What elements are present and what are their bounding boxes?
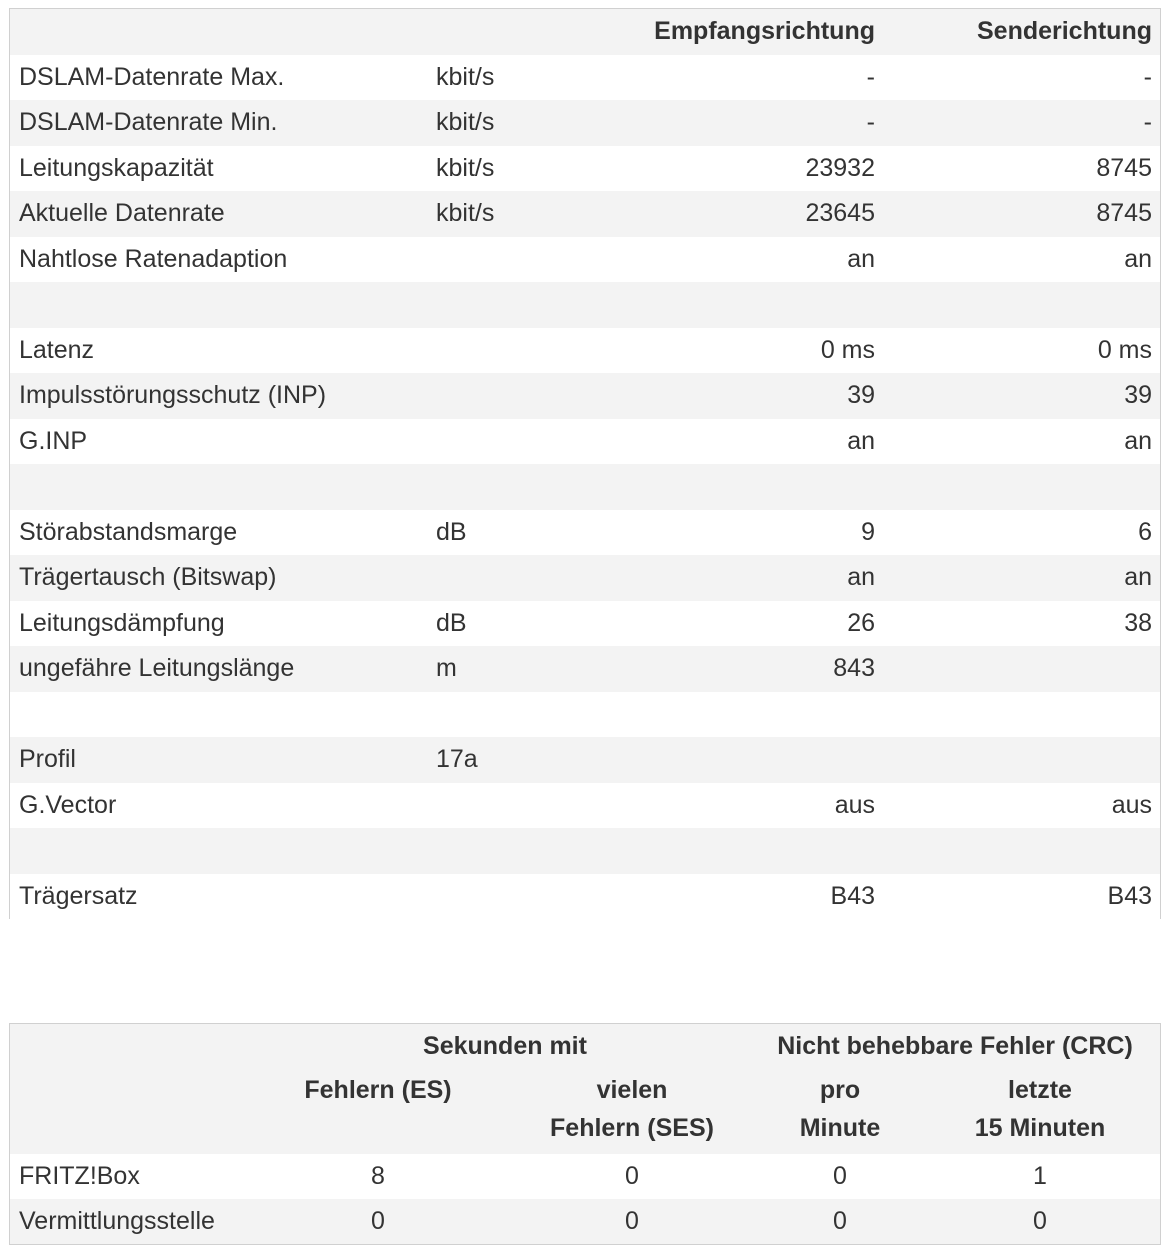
row-unit: dB (436, 608, 467, 637)
table-row (10, 373, 1160, 419)
spacer-row (10, 828, 1160, 874)
row-label: DSLAM-Datenrate Min. (19, 108, 278, 136)
col-header-ses-line1: vielen (596, 1076, 668, 1104)
row-label: Trägertausch (Bitswap) (19, 563, 277, 591)
table-row (10, 1154, 1160, 1199)
col-header-es: Fehlern (ES) (304, 1076, 452, 1104)
row-label: Störabstandsmarge (19, 517, 238, 546)
value-downstream: 843 (833, 654, 875, 682)
table-row (10, 601, 1160, 647)
value-downstream: 0 ms (820, 335, 875, 364)
table-row (10, 146, 1160, 192)
row-label: Aktuelle Datenrate (19, 199, 225, 227)
row-label: G.Vector (19, 790, 117, 819)
row-label: Latenz (19, 335, 95, 364)
value-upstream: 0 ms (1097, 335, 1152, 364)
cell-per-minute: 0 (833, 1162, 847, 1190)
cell-15min: 0 (1033, 1207, 1047, 1235)
table-row (10, 419, 1160, 465)
table-row (10, 1199, 1160, 1244)
value-upstream: 8745 (1096, 153, 1152, 182)
col-header-15min-line2: 15 Minuten (974, 1114, 1106, 1142)
value-downstream: an (847, 563, 875, 591)
value-upstream: 6 (1138, 517, 1152, 546)
dsl-line-table (9, 8, 1161, 919)
value-upstream: an (1124, 563, 1152, 591)
row-unit: dB (436, 517, 467, 546)
value-upstream: - (1143, 108, 1152, 136)
row-label: Nahtlose Ratenadaption (19, 244, 288, 273)
value-upstream: - (1143, 62, 1152, 91)
row-label-fritzbox: FRITZ!Box (19, 1162, 140, 1190)
error-stats-table (9, 1023, 1161, 1245)
table-row (10, 191, 1160, 237)
table-subheader-row (10, 1072, 1160, 1154)
col-header-per-minute-line2: Minute (799, 1114, 881, 1142)
value-downstream: an (847, 244, 875, 273)
row-label: Trägersatz (19, 881, 138, 910)
table-row (10, 328, 1160, 374)
value-downstream: 23932 (805, 153, 875, 182)
header-upstream: Senderichtung (976, 17, 1152, 45)
row-label-exchange: Vermittlungsstelle (19, 1207, 215, 1235)
value-upstream: 38 (1124, 608, 1152, 637)
value-downstream: 23645 (805, 199, 875, 227)
row-label: ungefähre Leitungslänge (19, 654, 295, 682)
value-upstream: an (1124, 244, 1152, 273)
row-unit: kbit/s (436, 62, 495, 91)
table-header-row (10, 1024, 1160, 1072)
cell-ses: 0 (625, 1207, 639, 1235)
col-header-15min-line1: letzte (1008, 1076, 1072, 1104)
col-header-ses-line2: Fehlern (SES) (550, 1114, 714, 1142)
group-header-crc: Nicht behebbare Fehler (CRC) (777, 1032, 1133, 1060)
table-row (10, 783, 1160, 829)
table-header-row (10, 9, 1160, 55)
table-row (10, 237, 1160, 283)
row-label: G.INP (19, 426, 88, 455)
table-row (10, 874, 1160, 920)
value-downstream: 26 (847, 608, 875, 637)
spacer-row (10, 282, 1160, 328)
value-downstream: - (866, 108, 875, 136)
value-upstream: an (1124, 426, 1152, 455)
cell-per-minute: 0 (833, 1207, 847, 1235)
group-header-seconds: Sekunden mit (423, 1032, 587, 1060)
value-downstream: B43 (830, 881, 875, 910)
value-upstream: B43 (1107, 881, 1152, 910)
row-unit: kbit/s (436, 108, 495, 136)
cell-es: 0 (371, 1207, 385, 1235)
cell-ses: 0 (625, 1162, 639, 1190)
table-row (10, 555, 1160, 601)
value-downstream: 9 (861, 517, 875, 546)
value-upstream: aus (1111, 790, 1152, 819)
table-row (10, 646, 1160, 692)
row-label: Profil (19, 745, 76, 773)
table-row (10, 55, 1160, 101)
row-unit: 17a (436, 745, 478, 773)
value-downstream: an (847, 426, 875, 455)
value-upstream: 39 (1124, 381, 1152, 409)
table-row (10, 510, 1160, 556)
spacer-row (10, 464, 1160, 510)
header-downstream: Empfangsrichtung (654, 17, 875, 45)
table-row (10, 100, 1160, 146)
row-unit: kbit/s (436, 153, 495, 182)
row-label: Leitungskapazität (19, 153, 214, 182)
spacer-row (10, 692, 1160, 738)
value-downstream: aus (834, 790, 875, 819)
value-upstream: 8745 (1096, 199, 1152, 227)
row-unit: kbit/s (436, 199, 495, 227)
col-header-per-minute-line1: pro (819, 1076, 861, 1104)
table-row (10, 737, 1160, 783)
row-label: Impulsstörungsschutz (INP) (19, 381, 327, 409)
value-downstream: - (866, 62, 875, 91)
cell-15min: 1 (1033, 1162, 1047, 1190)
value-downstream: 39 (847, 381, 875, 409)
row-label: DSLAM-Datenrate Max. (19, 62, 285, 91)
row-unit: m (436, 654, 457, 682)
row-label: Leitungsdämpfung (19, 608, 225, 637)
cell-es: 8 (371, 1162, 385, 1190)
